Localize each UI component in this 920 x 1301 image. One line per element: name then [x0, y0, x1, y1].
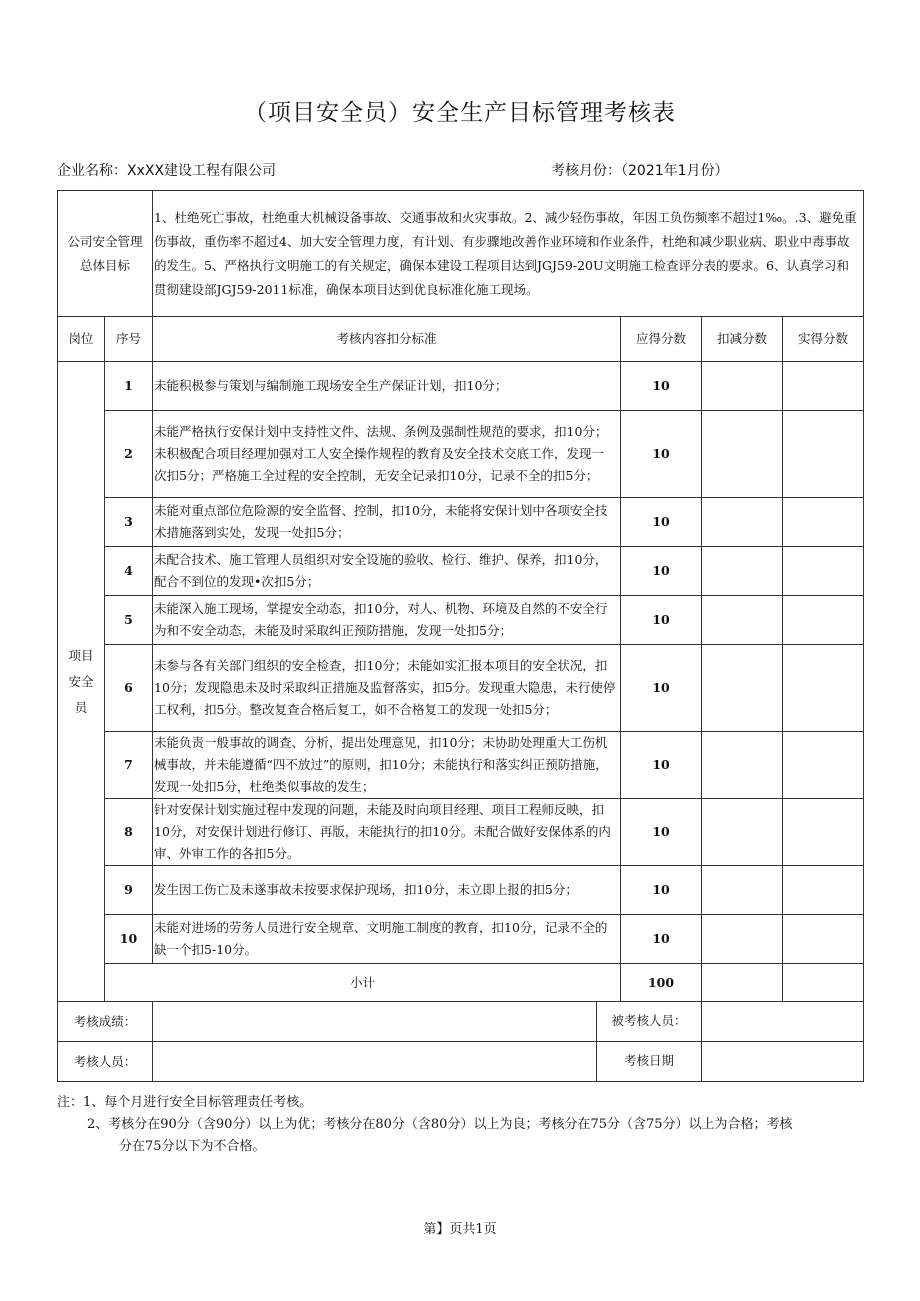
header-actual: 实得分数 — [783, 317, 864, 362]
row-actual[interactable] — [783, 547, 864, 596]
table-row — [58, 732, 864, 799]
header-score: 应得分数 — [621, 317, 702, 362]
row-no: 8 — [105, 799, 153, 866]
header-no: 序号 — [105, 317, 153, 362]
note-2-continued: 分在75分以下为不合格。 — [119, 1139, 266, 1154]
row-actual[interactable] — [783, 645, 864, 732]
row-deduct[interactable] — [702, 411, 783, 498]
row-criteria: 发生因工伤亡及未遂事故未按要求保护现场，扣10分，未立即上报的扣5分； — [153, 866, 621, 915]
row-actual[interactable] — [783, 596, 864, 645]
subtotal-row — [58, 964, 864, 1002]
assessment-result-field[interactable] — [153, 1002, 702, 1042]
row-criteria: 未能对进场的劳务人员进行安全规章、文明施工制度的教育，扣10分，记录不全的缺一个扣5-10分。 — [153, 915, 621, 964]
row-score: 10 — [621, 362, 702, 411]
assessment-month: 考核月份：（2021年1月份） — [551, 163, 729, 179]
note-2: 2、考核分在90分（含90分）以上为优；考核分在80分（含80分）以上为良；考核分在75分（含75分）以上为合格；考核 — [87, 1117, 793, 1132]
row-criteria: 未参与各有关部门组织的安全检查，扣10分；未能如实汇报本项目的安全状况，扣10分；发现隐患未及时采取纠正措施及监督落实，扣5分。发现重大隐患，未行使停工权利，扣5分。整改复查合格后复工，如不合格复工的发现一处扣5分； — [153, 645, 621, 732]
row-criteria: 未能深入施工现场，掌提安全动态，扣10分，对人、机物、环境及自然的不安全行为和不安全动态，未能及时采取纠正预防措施，发现一处扣5分； — [153, 596, 621, 645]
row-score: 10 — [621, 915, 702, 964]
assessor-label: 考核人员： — [58, 1042, 153, 1082]
row-deduct[interactable] — [702, 915, 783, 964]
row-no: 5 — [105, 596, 153, 645]
row-criteria: 针对安保计划实施过程中发现的问题，未能及时向项目经理、项目工程师反映，扣10分，对安保计划进行修订、再版，未能执行的扣10分。未配合做好安保体系的内审、外审工作的各扣5分。 — [153, 799, 621, 866]
role-cell: 项目安全员 — [58, 362, 105, 1002]
row-deduct[interactable] — [702, 498, 783, 547]
row-no: 3 — [105, 498, 153, 547]
row-criteria: 未能负责一般事故的调查、分析，提出处理意见，扣10分；未协助处理重大工伤机械事故，并未能遵循“四不放过”的原则，扣10分；未能执行和落实纠正预防措施，发现一处扣5分，杜绝类似事故的发生； — [153, 732, 621, 799]
table-row — [58, 915, 864, 964]
row-deduct[interactable] — [702, 547, 783, 596]
row-actual[interactable] — [783, 362, 864, 411]
subtotal-value: 100 — [621, 964, 702, 1002]
row-actual[interactable] — [783, 732, 864, 799]
row-deduct[interactable] — [702, 596, 783, 645]
row-actual[interactable] — [783, 866, 864, 915]
table-row — [58, 547, 864, 596]
note-1: 注：1、每个月进行安全目标管理责任考核。 — [57, 1095, 313, 1110]
row-criteria: 未能对重点部位危险源的安全监督、控制，扣10分，未能将安保计划中各项安全技术措施落到实处，发现一处扣5分； — [153, 498, 621, 547]
assessment-table — [57, 190, 864, 1082]
goal-text: 1、杜绝死亡事故，杜绝重大机械设备事故、交通事故和火灾事故。2、减少轻伤事故，年因工负伤频率不超过1‰。.3、避免重伤事故，重伤率不超过4、加大安全管理力度，有计划、有步骤地改善作业环境和作业条件，杜绝和减少职业病、职业中毒事故的发生。5、严格执行文明施工的有关规定，确保本建设工程项目达到JGJ59-20U文明施工检查评分表的要求。6、认真学习和贯彻建设部JGJ59-2011标准，确保本项目达到优良标准化施工现场。 — [153, 191, 864, 317]
subtotal-actual[interactable] — [783, 964, 864, 1002]
goal-label: 公司安全管理总体目标 — [58, 191, 153, 317]
assessor-field[interactable] — [153, 1042, 702, 1082]
row-no: 6 — [105, 645, 153, 732]
subtotal-deduct[interactable] — [702, 964, 783, 1002]
page-footer: 第】页共1页 — [423, 1222, 497, 1237]
table-row — [58, 498, 864, 547]
row-score: 10 — [621, 732, 702, 799]
company-name: 企业名称：XxXX建设工程有限公司 — [57, 163, 277, 179]
row-score: 10 — [621, 411, 702, 498]
page-title: （项目安全员）安全生产目标管理考核表 — [244, 100, 676, 126]
assessment-date-field[interactable] — [702, 1042, 864, 1082]
row-no: 9 — [105, 866, 153, 915]
row-deduct[interactable] — [702, 362, 783, 411]
row-criteria: 未能严格执行安保计划中支持性文件、法规、条例及强制性规范的要求，扣10分；未积极配合项目经理加强对工人安全操作规程的教育及安全技术交底工作，发现一次扣5分；严格施工全过程的安全控制，无安全记录扣10分，记录不全的扣5分； — [153, 411, 621, 498]
row-score: 10 — [621, 645, 702, 732]
row-deduct[interactable] — [702, 645, 783, 732]
signature-row — [58, 1002, 864, 1042]
row-deduct[interactable] — [702, 866, 783, 915]
assessment-date-label: 考核日期 — [596, 1042, 701, 1081]
table-row — [58, 596, 864, 645]
header-deduct: 扣减分数 — [702, 317, 783, 362]
row-actual[interactable] — [783, 799, 864, 866]
row-criteria: 未能积极参与策划与编制施工现场安全生产保证计划，扣10分； — [153, 362, 621, 411]
row-no: 1 — [105, 362, 153, 411]
table-row — [58, 799, 864, 866]
row-score: 10 — [621, 498, 702, 547]
row-score: 10 — [621, 799, 702, 866]
row-no: 10 — [105, 915, 153, 964]
header-post: 岗位 — [58, 317, 105, 362]
row-no: 7 — [105, 732, 153, 799]
signature-row — [58, 1042, 864, 1082]
row-actual[interactable] — [783, 498, 864, 547]
row-deduct[interactable] — [702, 799, 783, 866]
row-criteria: 未配合技术、施工管理人员组织对安全设施的验收、检行、维护、保养，扣10分，配合不到位的发现•次扣5分； — [153, 547, 621, 596]
table-row — [58, 866, 864, 915]
row-score: 10 — [621, 547, 702, 596]
meta-row — [57, 160, 863, 184]
assessment-result-label: 考核成绩： — [58, 1002, 153, 1042]
table-row — [58, 362, 864, 411]
row-score: 10 — [621, 596, 702, 645]
assessee-label: 被考核人员： — [596, 1002, 701, 1041]
row-score: 10 — [621, 866, 702, 915]
assessee-field[interactable] — [702, 1002, 864, 1042]
subtotal-label: 小计 — [105, 964, 621, 1002]
header-criteria: 考核内容扣分标准 — [153, 317, 621, 362]
row-deduct[interactable] — [702, 732, 783, 799]
row-no: 2 — [105, 411, 153, 498]
notes — [57, 1092, 867, 1158]
table-row — [58, 411, 864, 498]
row-actual[interactable] — [783, 411, 864, 498]
row-actual[interactable] — [783, 915, 864, 964]
row-no: 4 — [105, 547, 153, 596]
table-row — [58, 645, 864, 732]
